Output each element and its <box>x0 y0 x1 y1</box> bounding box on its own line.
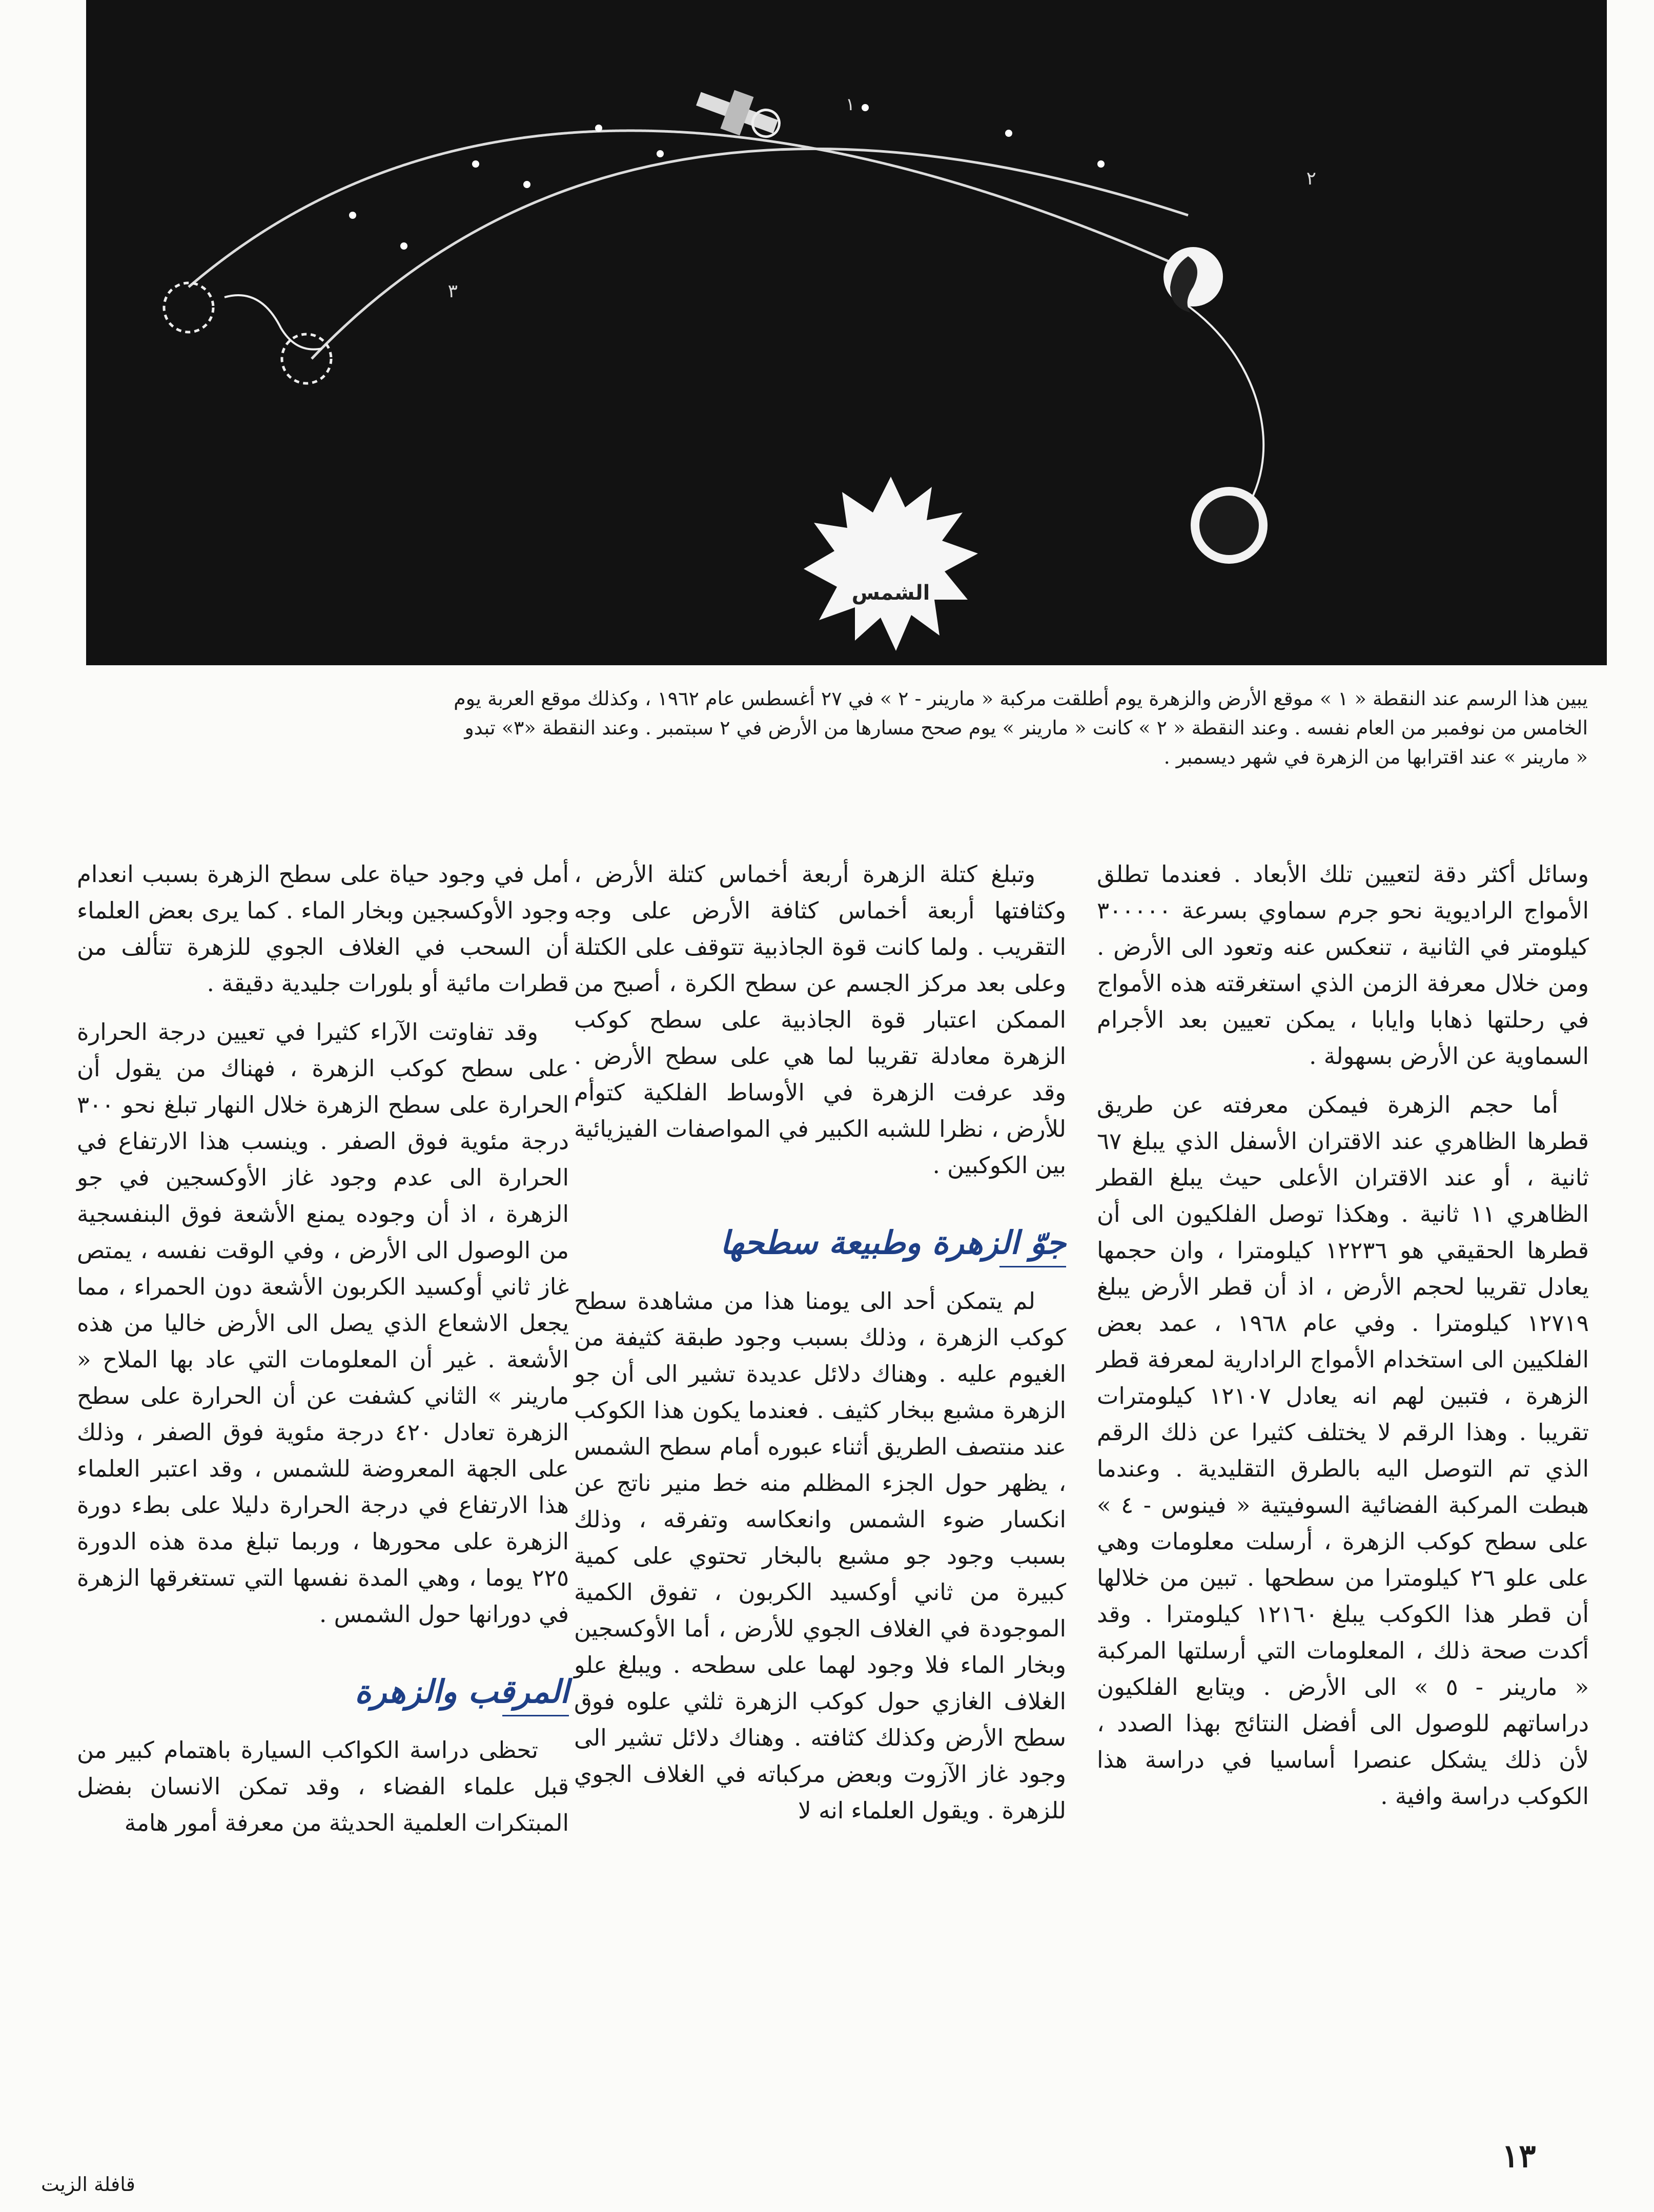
figure-caption <box>86 684 1588 772</box>
paragraph: أمل في وجود حياة على سطح الزهرة بسبب انعدام وجود الأوكسجين وبخار الماء . كما يرى بعض العلماء أن السحب في الغلاف الجوي للزهرة تتألف من قطرات مائية أو بلورات جليدية دقيقة . <box>77 861 569 997</box>
paragraph: تحظى دراسة الكواكب السيارة باهتمام كبير من قبل علماء الفضاء ، وقد تمكن الانسان بفضل المبتكرات العلمية الحديثة من معرفة أمور هامة <box>77 1736 569 1836</box>
venus-position-3a <box>164 283 213 332</box>
trajectory-curl <box>224 295 322 350</box>
caption-line: الخامس من نوفمبر من العام نفسه . وعند النقطة « ٢ » كانت « مارينر » يوم صحح مسارها من الأرض في ٢ سبتمبر . وعند النقطة «٣» تبدو <box>464 716 1588 739</box>
caption-line: يبين هذا الرسم عند النقطة « ١ » موقع الأرض والزهرة يوم أطلقت مركبة « مارينر - ٢ » في ٢٧ أغسطس عام ١٩٦٢ ، وكذلك موقع العربة يوم <box>454 687 1588 710</box>
caption-line: « مارينر » عند اقترابها من الزهرة في شهر ديسمبر . <box>1163 746 1588 768</box>
section-heading-text: جوّ الزهرة وطبيعة سطحها <box>720 1224 1066 1261</box>
heading-rule <box>502 1715 569 1716</box>
label-point-3: ٣ <box>447 281 458 302</box>
magazine-name: قافلة الزيت <box>41 2173 135 2196</box>
column-middle <box>574 856 1066 1841</box>
paragraph: أما حجم الزهرة فيمكن معرفته عن طريق قطرها الظاهري عند الاقتران الأسفل الذي يبلغ ٦٧ ثانية ، أو عند الاقتران الأعلى حيث يبلغ القطر الظاهري ١١ ثانية . وهكذا توصل الفلكيون الى أن قطرها الحقيقي هو ١٢٢٣٦ كيلومترا ، وان حجمها يعادل تقريبا لحجم الأرض ، اذ أن قطر الأرض يبلغ ١٢٧١٩ كيلومترا . وفي عام ١٩٦٨ ، عمد بعض الفلكيين الى استخدام الأمواج الرادارية لمعرفة قطر الزهرة ، فتبين لهم انه يعادل ١٢١٠٧ كيلومترات تقريبا . وهذا الرقم لا يختلف كثيرا عن ذلك الرقم الذي تم التوصل اليه بالطرق التقليدية . وعندما هبطت المركبة الفضائية السوفيتية « فينوس - ٤ » على سطح كوكب الزهرة ، أرسلت معلومات وهي على علو ٢٦ كيلومترا من سطحها . تبين من خلالها أن قطر هذا الكوكب يبلغ ١٢١٦٠ كيلومترا . وقد أكدت صحة ذلك ، المعلومات التي أرسلتها المركبة « مارينر - ٥ » الى الأرض . ويتابع الفلكيون دراساتهم للوصول الى أفضل النتائج بهذا الصدد ، لأن ذلك يشكل عنصرا أساسيا في دراسة هذا الكوكب دراسة وافية . <box>1097 1091 1589 1810</box>
sun-label: الشمس <box>851 581 930 605</box>
orbit-diagram-svg <box>86 0 1607 665</box>
orbit-diagram <box>86 0 1607 665</box>
paragraph: لم يتمكن أحد الى يومنا هذا من مشاهدة سطح كوكب الزهرة ، وذلك بسبب وجود طبقة كثيفة من الغيوم عليه . وهناك دلائل عديدة تشير الى أن جو الزهرة مشبع ببخار كثيف . فعندما يكون هذا الكوكب عند منتصف الطريق أثناء عبوره أمام سطح الشمس ، يظهر حول الجزء المظلم منه خط منير ناتج عن انكسار ضوء الشمس وانعكاسه وتفرقه ، وذلك بسبب وجود جو مشبع بالبخار تحتوي على كمية كبيرة من ثاني أوكسيد الكربون ، تفوق الكمية الموجودة في الغلاف الجوي للأرض ، أما الأوكسجين وبخار الماء فلا وجود لهما على سطحه . ويبلغ علو الغلاف الغازي حول كوكب الزهرة ثلثي علوه فوق سطح الأرض وكذلك كثافته . وهناك دلائل تشير الى وجود غاز الآزوت وبعض مركباته في الغلاف الجوي للزهرة . ويقول العلماء انه لا <box>574 1287 1066 1824</box>
heading-rule <box>999 1266 1066 1267</box>
column-right <box>1097 856 1589 1827</box>
section-heading <box>77 1673 569 1716</box>
venus-position-3b <box>282 334 331 383</box>
paragraph: وقد تفاوتت الآراء كثيرا في تعيين درجة الحرارة على سطح كوكب الزهرة ، فهناك من يقول أن الحرارة على سطح الزهرة خلال النهار تبلغ نحو ٣٠٠ درجة مئوية فوق الصفر . وينسب هذا الارتفاع في الحرارة الى عدم وجود غاز الأوكسجين في جو الزهرة ، اذ أن وجوده يمنع الأشعة فوق البنفسجية من الوصول الى الأرض ، وفي الوقت نفسه ، يمتص غاز ثاني أوكسيد الكربون الأشعة دون الحمراء ، مما يجعل الاشعاع الذي يصل الى الأرض خاليا من هذه الأشعة . غير أن المعلومات التي عاد بها الملاح « مارينر » الثاني كشفت عن أن الحرارة على سطح الزهرة تعادل ٤٢٠ درجة مئوية فوق الصفر ، وذلك على الجهة المعروضة للشمس ، وقد اعتبر العلماء هذا الارتفاع في درجة الحرارة دليلا على بطء دورة الزهرة على محورها ، وربما تبلغ مدة هذه الدورة ٢٢٥ يوما ، وهي المدة نفسها التي تستغرقها الزهرة في دورانها حول الشمس . <box>77 1018 569 1628</box>
label-point-2: ٢ <box>1306 168 1316 189</box>
label-point-1: ١ <box>845 94 855 115</box>
paragraph: وتبلغ كتلة الزهرة أربعة أخماس كتلة الأرض ، وكثافتها أربعة أخماس كثافة الأرض على وجه التقريب . ولما كانت قوة الجاذبية تتوقف على الكتلة وعلى بعد مركز الجسم عن سطح الكرة ، أصبح من الممكن اعتبار قوة الجاذبية على سطح كوكب الزهرة معادلة تقريبا لما هي على سطح الأرض . وقد عرفت الزهرة في الأوساط الفلكية كتوأم للأرض ، نظرا للشبه الكبير في المواصفات الفيزيائية بين الكوكبين . <box>574 861 1066 1179</box>
sun <box>804 477 978 651</box>
earth-orbit-arc <box>312 149 1188 359</box>
section-heading-text: المرقب والزهرة <box>355 1673 569 1710</box>
paragraph: وسائل أكثر دقة لتعيين تلك الأبعاد . فعندما تطلق الأمواج الراديوية نحو جرم سماوي بسرعة ٣٠٠٠٠٠ كيلومتر في الثانية ، تنعكس عنه وتعود الى الأرض . ومن خلال معرفة الزمن الذي استغرقته هذه الأمواج في رحلتها ذهابا وايابا ، يمكن تعيين بعد الأجرام السماوية عن الأرض بسهولة . <box>1097 861 1589 1070</box>
section-heading <box>574 1224 1066 1267</box>
venus-globe-shade <box>1199 496 1259 555</box>
page-number: ١٣ <box>1502 2137 1536 2175</box>
venus-orbit-arc <box>189 131 1203 287</box>
trajectory-arc <box>1183 302 1263 518</box>
column-left <box>77 856 569 1853</box>
